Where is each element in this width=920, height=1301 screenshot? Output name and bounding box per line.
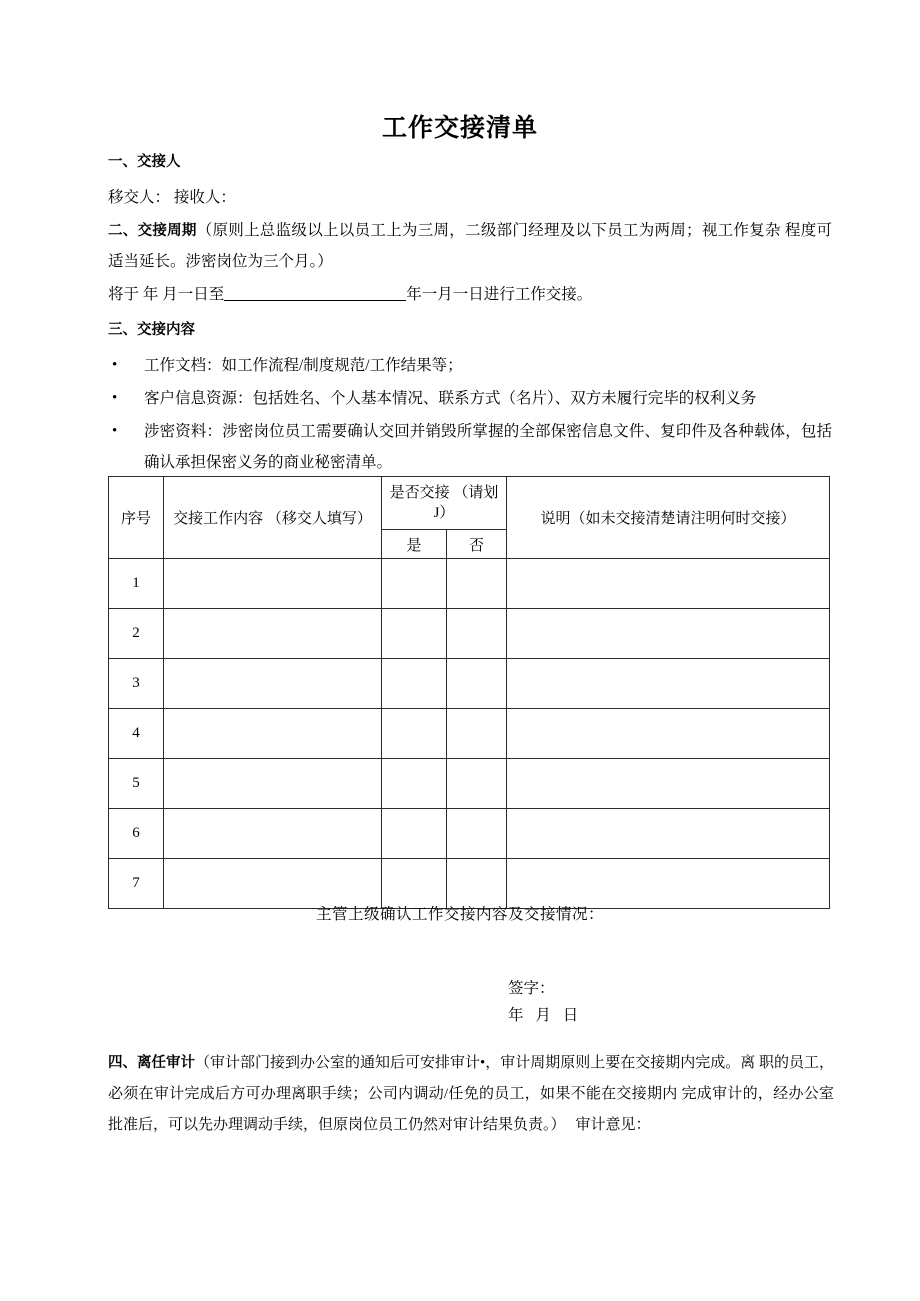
row-yes-cell[interactable] xyxy=(382,559,447,609)
handover-table xyxy=(108,476,830,909)
row-number: 4 xyxy=(109,709,164,759)
section-three-bullet-list xyxy=(108,350,832,478)
table-header-remark: 说明（如未交接清楚请注明何时交接） xyxy=(507,477,830,559)
audit-opinion-label: 审计意见： xyxy=(575,1116,651,1133)
row-remark-cell[interactable] xyxy=(507,809,830,859)
section-two-date-line xyxy=(108,279,832,310)
row-content-cell[interactable] xyxy=(164,809,382,859)
row-content-cell[interactable] xyxy=(164,659,382,709)
row-yes-cell[interactable] xyxy=(382,709,447,759)
section-two-label: 交接周期 xyxy=(137,223,197,240)
table-header-row-main xyxy=(109,477,830,530)
row-number: 2 xyxy=(109,609,164,659)
row-content-cell[interactable] xyxy=(164,559,382,609)
row-remark-cell[interactable] xyxy=(507,559,830,609)
table-row xyxy=(109,659,830,709)
row-remark-cell[interactable] xyxy=(507,659,830,709)
row-no-cell[interactable] xyxy=(447,859,507,909)
list-item-text: 涉密资料：涉密岗位员工需要确认交回并销毁所掌握的全部保密信息文件、复印件及各种载体，包括确认承担保密义务的商业秘密清单。 xyxy=(144,423,832,472)
row-yes-cell[interactable] xyxy=(382,809,447,859)
date-blank-field[interactable] xyxy=(224,285,406,301)
row-remark-cell[interactable] xyxy=(507,609,830,659)
table-row xyxy=(109,559,830,609)
table-row xyxy=(109,809,830,859)
row-no-cell[interactable] xyxy=(447,609,507,659)
section-two-body: （原则上总监级以上以员工上为三周，二级部门经理及以下员工为两周；视工作复杂 程度可适当延长。涉密岗位为三个月。） xyxy=(108,222,832,271)
table-row xyxy=(109,859,830,909)
signature-label: 签字： xyxy=(508,980,555,997)
section-one-heading: 一、交接人 xyxy=(108,154,181,170)
section-four-label: 离任审计 xyxy=(137,1055,195,1071)
row-no-cell[interactable] xyxy=(447,809,507,859)
table-row xyxy=(109,709,830,759)
row-content-cell[interactable] xyxy=(164,859,382,909)
table-header-content: 交接工作内容 （移交人填写） xyxy=(164,477,382,559)
list-item xyxy=(108,383,832,414)
table-header-handover-group: 是否交接 （请划 J） xyxy=(382,477,507,530)
table-header-no: 序号 xyxy=(109,477,164,559)
table-body xyxy=(109,559,830,909)
list-item xyxy=(108,350,832,381)
document-body xyxy=(108,152,832,480)
row-number: 5 xyxy=(109,759,164,809)
table-header xyxy=(109,477,830,559)
section-three-heading: 三、交接内容 xyxy=(108,322,195,339)
row-number: 6 xyxy=(109,809,164,859)
row-remark-cell[interactable] xyxy=(507,709,830,759)
signature-date-label: 年 月 日 xyxy=(508,1007,583,1025)
date-line-suffix: 年一月一日进行工作交接。 xyxy=(406,286,593,304)
row-remark-cell[interactable] xyxy=(507,759,830,809)
table-row xyxy=(109,609,830,659)
list-item xyxy=(108,416,832,478)
table-row xyxy=(109,759,830,809)
row-no-cell[interactable] xyxy=(447,659,507,709)
row-content-cell[interactable] xyxy=(164,759,382,809)
row-number: 7 xyxy=(109,859,164,909)
bullet-icon: • xyxy=(112,390,118,407)
row-yes-cell[interactable] xyxy=(382,859,447,909)
section-two-number: 二、 xyxy=(108,223,138,240)
section-two-paragraph xyxy=(108,215,832,277)
row-yes-cell[interactable] xyxy=(382,609,447,659)
page-title: 工作交接清单 xyxy=(381,113,538,142)
list-item-text: 工作文档：如工作流程/制度规范/工作结果等； xyxy=(144,357,463,375)
section-four-number: 四、 xyxy=(108,1055,137,1071)
row-remark-cell[interactable] xyxy=(507,859,830,909)
row-no-cell[interactable] xyxy=(447,709,507,759)
list-item-text: 客户信息资源：包括姓名、个人基本情况、联系方式（名片）、双方未履行完毕的权利义务 xyxy=(144,390,757,408)
row-no-cell[interactable] xyxy=(447,759,507,809)
supervisor-confirmation-line: 主管上级确认工作交接内容及交接情况： xyxy=(315,906,604,923)
bullet-icon: • xyxy=(112,357,118,374)
row-number: 1 xyxy=(109,559,164,609)
row-number: 3 xyxy=(109,659,164,709)
signature-block xyxy=(508,975,582,1029)
bullet-icon: • xyxy=(112,423,118,440)
table-header-no: 否 xyxy=(447,530,507,559)
row-no-cell[interactable] xyxy=(447,559,507,609)
row-yes-cell[interactable] xyxy=(382,759,447,809)
section-four-body: （审计部门接到办公室的通知后可安排审计•，审计周期原则上要在交接期内完成。离 职的员工，必须在审计完成后方可办理离职手续；公司内调动/任免的员工，如果不能在交接期内 完成审计的，经办公室批准后，可以先办理调动手续，但原岗位员工仍然对审计结果负责。） xyxy=(108,1055,835,1133)
section-four-paragraph xyxy=(108,1048,834,1140)
section-one-parties-line: 移交人： 接收人： xyxy=(108,189,236,207)
row-content-cell[interactable] xyxy=(164,609,382,659)
table-header-yes: 是 xyxy=(382,530,447,559)
date-line-prefix: 将于 年 月一日至 xyxy=(108,286,225,304)
row-content-cell[interactable] xyxy=(164,709,382,759)
row-yes-cell[interactable] xyxy=(382,659,447,709)
